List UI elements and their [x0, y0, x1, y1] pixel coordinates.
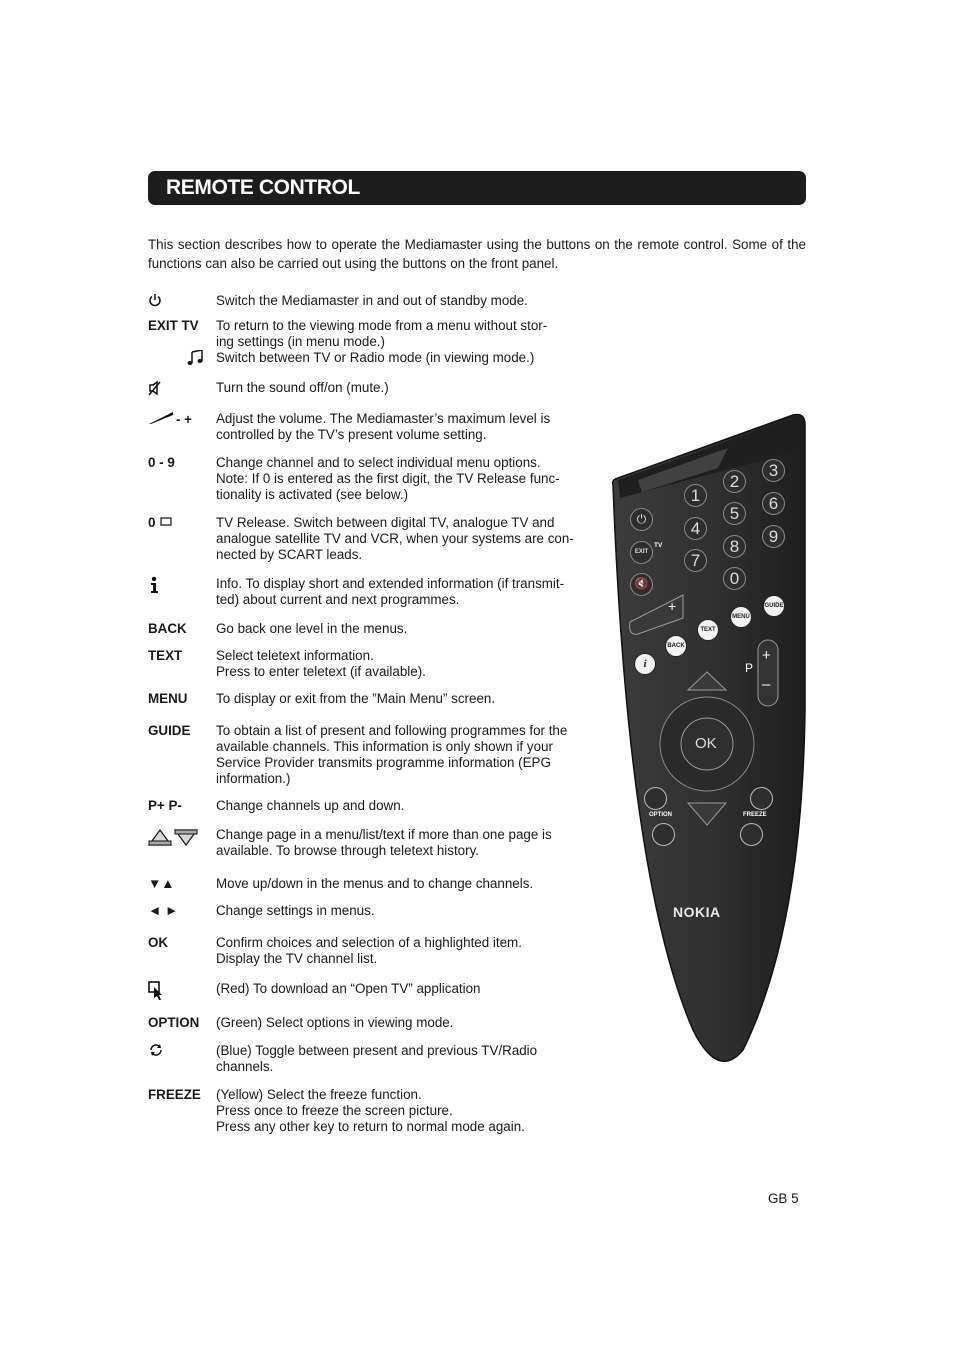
entry-line: nected by SCART leads.: [216, 547, 363, 562]
remote-digit-3: 3: [762, 459, 785, 482]
entry-line: Press once to freeze the screen picture.: [216, 1103, 453, 1118]
remote-info-icon: i: [634, 653, 656, 675]
entry-key-label: ◄ ►: [148, 903, 179, 918]
remote-digit-5: 5: [723, 502, 746, 525]
remote-exit-button: EXIT: [630, 541, 653, 564]
remote-brand-logo: NOKIA: [673, 904, 721, 920]
entry-line: Change settings in menus.: [216, 903, 375, 918]
entry-description: [216, 935, 593, 967]
entry-key-label: OPTION: [148, 1015, 200, 1030]
remote-p-label: P: [745, 661, 754, 675]
entry-description: [216, 723, 593, 787]
entry-line: Go back one level in the menus.: [216, 621, 408, 636]
remote-p-plus: +: [762, 647, 771, 664]
entry-key: [148, 293, 162, 311]
entry-line: channels.: [216, 1059, 274, 1074]
remote-control-illustration: [608, 410, 808, 1070]
remote-menu-button: MENU: [730, 606, 752, 628]
entry-description: [216, 798, 593, 814]
entry-key: [148, 318, 199, 334]
entry-line: Press any other key to return to normal mode again.: [216, 1119, 525, 1134]
entry-line: To display or exit from the ”Main Menu” screen.: [216, 691, 496, 706]
remote-blue-button: [750, 787, 773, 810]
entry-line: available. To browse through teletext history.: [216, 843, 479, 858]
entry-key: [148, 515, 173, 531]
remote-digit-2: 2: [723, 470, 746, 493]
entry-line: ing settings (in menu mode.): [216, 334, 385, 349]
entry-line: information.): [216, 771, 291, 786]
entry-key-label: P+ P-: [148, 798, 182, 813]
entry-key: [148, 935, 168, 951]
entry-description: [216, 981, 593, 997]
mute-icon: [148, 380, 162, 400]
entry-key: [148, 723, 190, 739]
entry-key-label: FREEZE: [148, 1087, 201, 1102]
entry-description: [216, 455, 593, 503]
entry-description: [216, 411, 593, 443]
entry-key: [148, 1015, 199, 1031]
entry-key: [148, 1043, 164, 1061]
remote-vol-plus: +: [668, 598, 677, 614]
remote-digit-7: 7: [684, 549, 707, 572]
entry-key: [148, 411, 192, 429]
entry-key-label: BACK: [148, 621, 187, 636]
intro-paragraph: This section describes how to operate the Mediamaster using the buttons on the remote control. Some of the functions can also be carried out using the buttons on the front panel.: [148, 237, 806, 271]
entry-line: Turn the sound off/on (mute.): [216, 380, 389, 395]
remote-back-button: BACK: [665, 635, 687, 657]
entry-line: tionality is activated (see below.): [216, 487, 409, 502]
section-header: [148, 171, 806, 205]
entry-key: [148, 621, 187, 637]
remote-red-button: [644, 787, 667, 810]
entry-description: [216, 380, 593, 396]
remote-p-minus: –: [762, 676, 771, 693]
entry-key: [148, 576, 160, 598]
entry-key: [148, 827, 198, 851]
remote-power-icon: ⏻: [630, 508, 653, 531]
remote-digit-6: 6: [762, 492, 785, 515]
remote-green-button: [652, 823, 675, 846]
entry-line: TV Release. Switch between digital TV, analogue TV and: [216, 515, 555, 530]
entry-description: [216, 691, 593, 707]
entry-description: [216, 621, 593, 637]
entry-line: Info. To display short and extended information (if transmit-: [216, 576, 565, 591]
remote-digit-1: 1: [684, 484, 707, 507]
entry-key-label: OK: [148, 935, 169, 950]
entry-line: Change channels up and down.: [216, 798, 405, 813]
page-up-down-icon: [148, 827, 198, 851]
entry-description: [216, 1087, 593, 1135]
entry-line: Switch between TV or Radio mode (in viewing mode.): [216, 350, 535, 365]
entry-key-label: ▼▲: [148, 876, 175, 891]
remote-digit-4: 4: [684, 517, 707, 540]
remote-yellow-button: [740, 823, 763, 846]
entry-line: Select teletext information.: [216, 648, 374, 663]
entry-description: [216, 293, 593, 309]
entry-key: [186, 350, 204, 370]
entry-description: [216, 515, 593, 563]
remote-digit-8: 8: [723, 535, 746, 558]
entry-key-label: 0 - 9: [148, 455, 175, 470]
entry-description: [216, 576, 593, 608]
entry-key: [148, 455, 175, 471]
entry-line: To obtain a list of present and following programmes for the: [216, 723, 568, 738]
entry-line: Change channel and to select individual menu options.: [216, 455, 541, 470]
remote-text-button: TEXT: [697, 619, 719, 641]
toggle-icon: [148, 1043, 164, 1061]
remote-tv-label: TV: [654, 542, 663, 549]
entry-line: (Blue) Toggle between present and previous TV/Radio: [216, 1043, 538, 1058]
entry-line: analogue satellite TV and VCR, when your systems are con-: [216, 531, 574, 546]
entry-description: [216, 350, 593, 366]
remote-guide-button: GUIDE: [763, 595, 785, 617]
entry-line: Adjust the volume. The Mediamaster’s maximum level is: [216, 411, 551, 426]
entry-key: [148, 691, 187, 707]
entry-key: [148, 903, 178, 919]
entry-line: To return to the viewing mode from a menu without stor-: [216, 318, 548, 333]
entry-line: Display the TV channel list.: [216, 951, 378, 966]
entry-line: (Yellow) Select the freeze function.: [216, 1087, 422, 1102]
entry-description: [216, 648, 593, 680]
entry-line: available channels. This information is only shown if your: [216, 739, 553, 754]
entry-description: [216, 876, 593, 892]
entry-line: Service Provider transmits programme information (EPG: [216, 755, 551, 770]
entry-key-label: TEXT: [148, 648, 183, 663]
remote-ok-button: OK: [695, 735, 717, 752]
entry-line: Change page in a menu/list/text if more than one page is: [216, 827, 552, 842]
entry-key-label: GUIDE: [148, 723, 191, 738]
entry-key: [148, 1087, 201, 1103]
entry-key: [148, 798, 182, 814]
page-number: GB 5: [768, 1191, 799, 1206]
entry-description: [216, 903, 593, 919]
entry-line: (Green) Select options in viewing mode.: [216, 1015, 454, 1030]
entry-description: [216, 827, 593, 859]
entry-key: [148, 981, 164, 1005]
remote-digit-9: 9: [762, 525, 785, 548]
music-note-icon: [186, 350, 204, 370]
tv-release-icon: [159, 515, 173, 531]
entry-line: ted) about current and next programmes.: [216, 592, 460, 607]
entry-line: Switch the Mediamaster in and out of standby mode.: [216, 293, 528, 308]
volume-wedge-icon: [148, 411, 174, 429]
page-title: REMOTE CONTROL: [166, 176, 360, 199]
entry-line: (Red) To download an “Open TV” application: [216, 981, 481, 996]
open-tv-icon: [148, 981, 164, 1005]
entry-key: [148, 648, 182, 664]
entry-line: Move up/down in the menus and to change channels.: [216, 876, 534, 891]
remote-digit-0: 0: [723, 567, 746, 590]
entry-line: Press to enter teletext (if available).: [216, 664, 426, 679]
info-icon: [148, 576, 160, 598]
entry-key: [148, 876, 175, 892]
entry-line: Confirm choices and selection of a highlighted item.: [216, 935, 522, 950]
entry-line: controlled by the TV’s present volume setting.: [216, 427, 487, 442]
entry-description: [216, 1015, 593, 1031]
entry-key-label: - +: [176, 411, 192, 427]
remote-mute-icon: 🔇: [630, 573, 653, 596]
entry-line: Note: If 0 is entered as the first digit, the TV Release func-: [216, 471, 560, 486]
entry-key-label: EXIT TV: [148, 318, 199, 333]
entry-description: [216, 318, 593, 350]
entry-key-label: MENU: [148, 691, 188, 706]
remote-freeze-label: FREEZE: [743, 812, 767, 818]
entry-description: [216, 1043, 593, 1075]
power-icon: [148, 293, 162, 311]
entry-key: [148, 380, 162, 400]
remote-option-label: OPTION: [649, 812, 673, 818]
entry-key-label: 0: [148, 515, 156, 530]
